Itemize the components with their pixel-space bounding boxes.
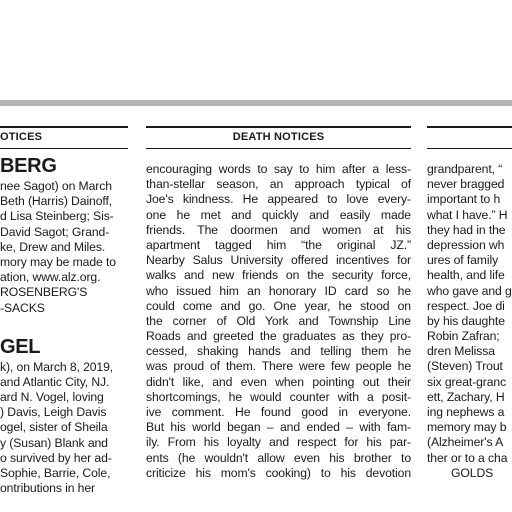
- text-line: than-stellar season, an approach typical of: [146, 177, 411, 192]
- notice-name-heading: BERG: [0, 155, 57, 177]
- text-line: ing nephews a: [427, 405, 505, 419]
- text-line: David Sagot; Grand-: [0, 224, 110, 239]
- text-line: Robin Zafran;: [427, 329, 500, 344]
- middle-column: [146, 126, 411, 481]
- text-line: d Lisa Steinberg; Sis-: [0, 209, 114, 224]
- text-line: friends. The doormen and women at his: [146, 222, 411, 237]
- text-line: Roads and greeted the graduates as they pro-: [146, 329, 411, 344]
- text-line: respect. Joe di: [427, 298, 505, 313]
- text-line: what I have.” H: [427, 207, 508, 222]
- text-line: shortcomings, he would counter with a posit-: [146, 389, 411, 404]
- text-line: who issued him an honorary ID card so he: [146, 283, 411, 298]
- text-line: memory may b: [427, 420, 507, 435]
- text-line: o survived by her ad-: [0, 450, 112, 465]
- text-line: ures of family: [427, 253, 499, 268]
- text-line: important to h: [427, 192, 501, 207]
- text-line: ett, Zachary, H: [427, 389, 505, 404]
- text-line: never bragged: [427, 177, 505, 192]
- text-line: the corner of Old York and Township Line: [146, 313, 411, 328]
- notice-body: [427, 162, 512, 481]
- text-line: six great-granc: [427, 374, 507, 389]
- text-line: by his daughte: [427, 313, 505, 328]
- notice-body: [0, 179, 128, 316]
- text-line: walks and new friends on the security force,: [146, 268, 411, 283]
- right-column: [427, 126, 512, 481]
- text-line: ents (he wouldn't allow even his brother to: [146, 450, 411, 465]
- text-line: criticize his mom's cooking) to his devotion: [146, 465, 411, 480]
- text-line: cessed, shaking hands and telling them he: [146, 344, 411, 359]
- text-line: ive comment. He found good in everyone.: [146, 405, 411, 419]
- funeral-home-line: ROSENBERG'S: [0, 285, 88, 300]
- left-section-header: OTICES: [0, 126, 128, 149]
- text-line: ontributions in her: [0, 481, 95, 496]
- notice-body: [146, 162, 411, 481]
- text-line: Beth (Harris) Dainoff,: [0, 194, 113, 209]
- text-line: Sophie, Barrie, Cole,: [0, 466, 111, 480]
- text-line: ation, www.alz.org.: [0, 270, 101, 285]
- notice-steinberg: [0, 155, 128, 316]
- left-column: [0, 126, 128, 496]
- text-line: (Alzheimer's A: [427, 435, 504, 450]
- text-line: health, and life: [427, 268, 505, 283]
- notice-vogel: [0, 336, 128, 497]
- notice-name-heading: GEL: [0, 335, 41, 358]
- text-line: (Steven) Trout: [427, 359, 503, 374]
- text-line: ther or to a cha: [427, 450, 508, 465]
- text-line: mory may be made to: [0, 254, 116, 269]
- text-line: ily. From his loyalty and respect for his par-: [146, 435, 411, 450]
- text-line: grandparent, “: [427, 162, 503, 176]
- text-line: nee Sagot) on March: [0, 179, 112, 193]
- text-line: one he met and quickly and easily made: [146, 207, 411, 222]
- funeral-home-line: -SACKS: [0, 300, 45, 315]
- page-rule-band: [0, 100, 512, 106]
- text-line: k), on March 8, 2019,: [0, 359, 114, 374]
- text-line: encouraging words to say to him after a less-: [146, 162, 411, 176]
- text-line: they had in the: [427, 222, 506, 237]
- text-line: and Atlantic City, NJ.: [0, 374, 110, 389]
- text-line: Joe's kindness. He appeared to love every-: [146, 192, 411, 207]
- notice-body: [0, 360, 128, 497]
- text-line: ke, Drew and Miles.: [0, 239, 106, 254]
- text-line: didn't like, and even when pointing out their: [146, 374, 411, 389]
- text-line: ogel, sister of Sheila: [0, 420, 108, 435]
- text-line: could come and go. One year, he stood on: [146, 298, 411, 313]
- text-line: y (Susan) Blank and: [0, 435, 108, 450]
- death-notices-header: DEATH NOTICES: [146, 126, 411, 149]
- text-line: ) Davis, Leigh Davis: [0, 405, 107, 420]
- text-line: Nearby Salus University offered incentives for: [146, 253, 411, 268]
- right-section-header: [427, 126, 512, 149]
- text-line: apartment tagged him “the original JZ.”: [146, 237, 411, 252]
- text-line: dren Melissa: [427, 344, 495, 359]
- text-line: depression wh: [427, 237, 505, 252]
- funeral-home-line: GOLDS: [451, 465, 494, 480]
- text-line: ard N. Vogel, loving: [0, 390, 104, 405]
- text-line: who gave and g: [427, 283, 512, 298]
- text-line: was proud of them. There were few people he: [146, 359, 411, 374]
- text-line: But his world began – and ended – with fam-: [146, 420, 411, 435]
